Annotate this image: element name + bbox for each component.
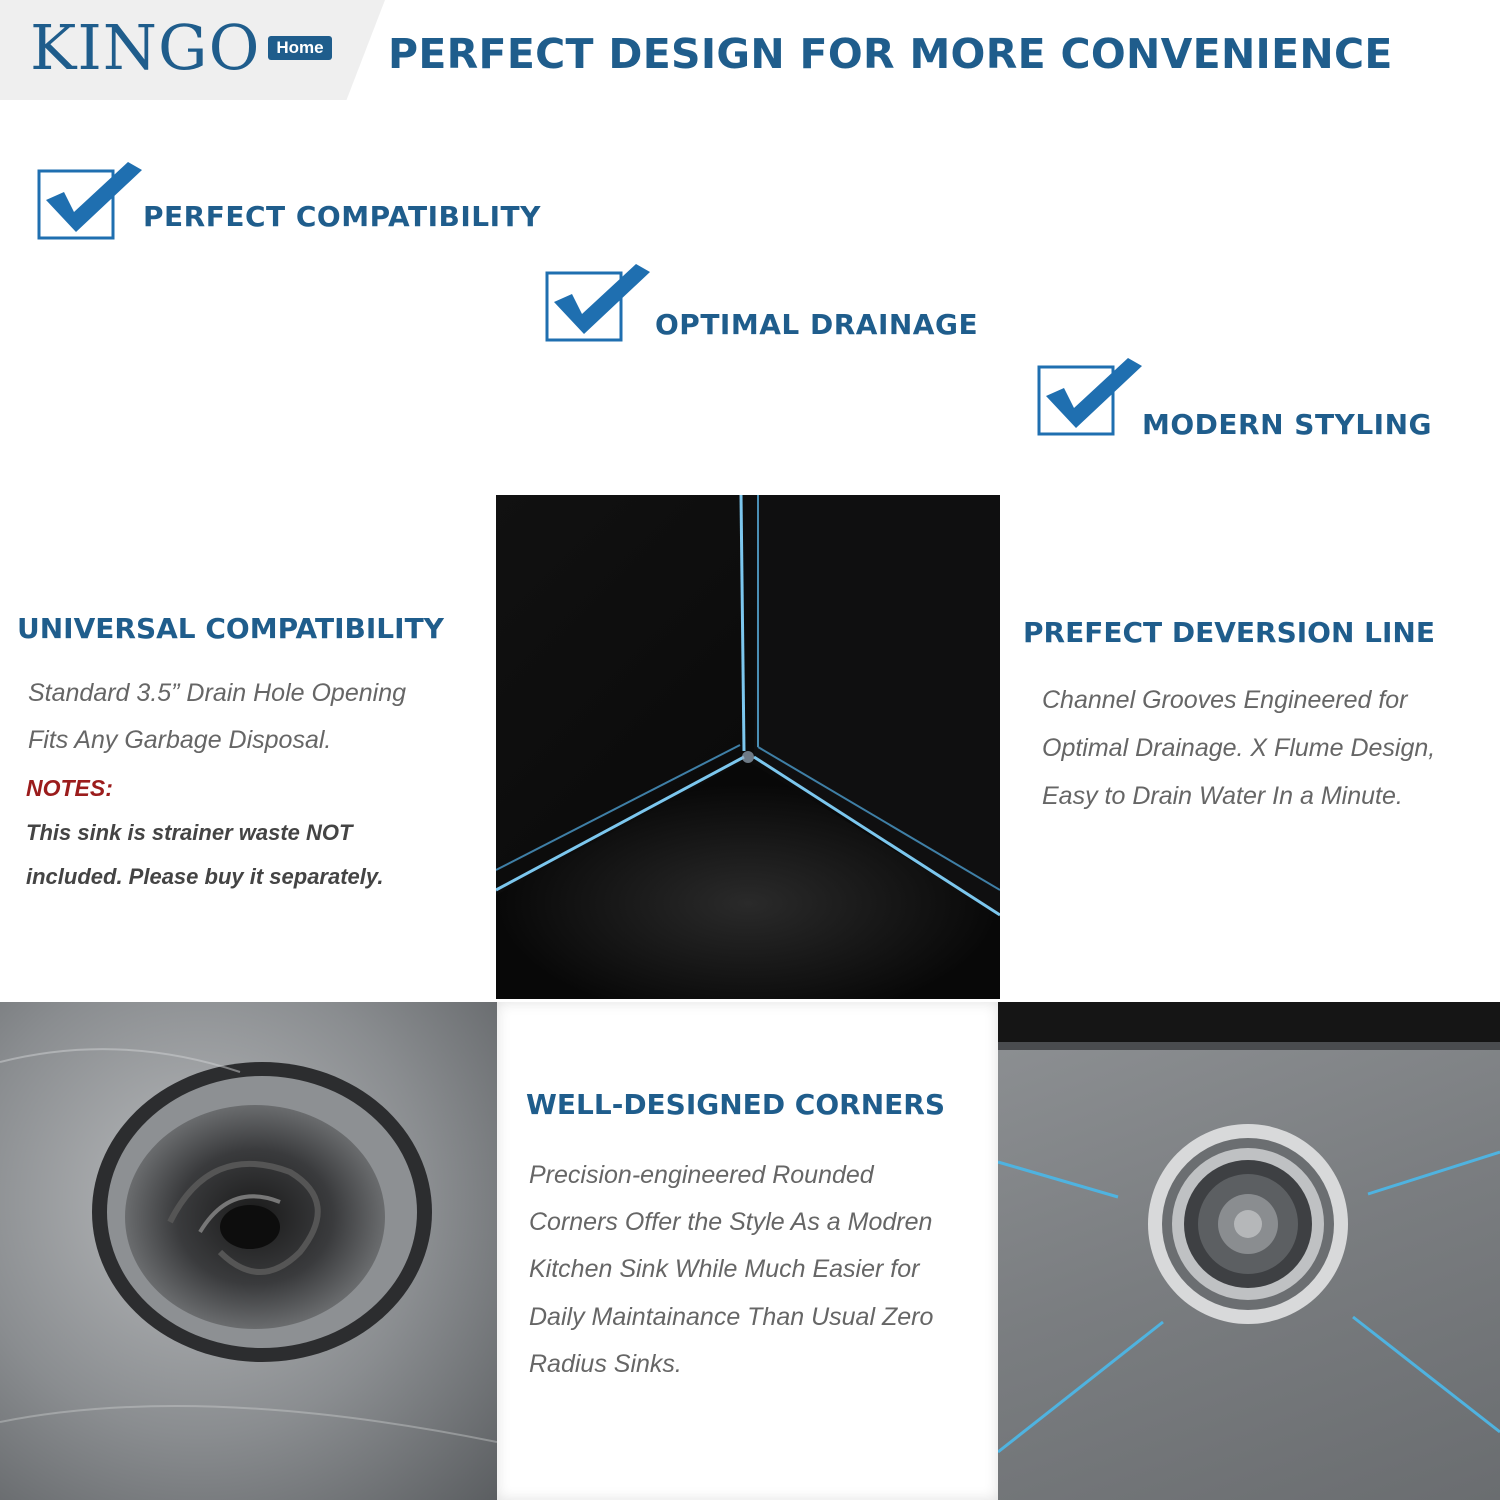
drain-swirl-image [0, 1002, 497, 1500]
feature-label-drainage: OPTIMAL DRAINAGE [655, 308, 979, 341]
checkmark-icon [544, 262, 654, 344]
corners-text-line3: Kitchen Sink While Much Easier for [529, 1255, 920, 1283]
deversion-text-line2: Optimal Drainage. X Flume Design, [1042, 734, 1436, 762]
brand-logo-badge: Home [268, 36, 332, 60]
section-title-corners: WELL-DESIGNED CORNERS [526, 1088, 946, 1121]
notes-text-line2: included. Please buy it separately. [26, 864, 384, 889]
corners-text-line5: Radius Sinks. [529, 1350, 682, 1378]
universal-text-line1: Standard 3.5” Drain Hole Opening [28, 679, 407, 707]
page-headline: PERFECT DESIGN FOR MORE CONVENIENCE [388, 30, 1393, 78]
brand-logo: KINGO [30, 11, 261, 84]
feature-label-compatibility: PERFECT COMPATIBILITY [143, 200, 541, 233]
deversion-text-line3: Easy to Drain Water In a Minute. [1042, 782, 1403, 810]
corners-text-line2: Corners Offer the Style As a Modren [529, 1208, 933, 1236]
checkmark-icon [1036, 356, 1146, 438]
sink-strainer-image [998, 1002, 1500, 1500]
sink-corner-image [496, 495, 1000, 999]
feature-label-styling: MODERN STYLING [1142, 408, 1432, 441]
deversion-text-line1: Channel Grooves Engineered for [1042, 686, 1408, 714]
section-title-deversion: PREFECT DEVERSION LINE [1023, 616, 1435, 649]
universal-text-line2: Fits Any Garbage Disposal. [28, 726, 332, 754]
corners-text-line4: Daily Maintainance Than Usual Zero [529, 1303, 934, 1331]
notes-label: NOTES: [26, 775, 113, 801]
checkmark-icon [36, 160, 146, 242]
corners-text-line1: Precision-engineered Rounded [529, 1161, 874, 1189]
section-title-universal: UNIVERSAL COMPATIBILITY [17, 612, 444, 645]
notes-text-line1: This sink is strainer waste NOT [26, 820, 353, 845]
